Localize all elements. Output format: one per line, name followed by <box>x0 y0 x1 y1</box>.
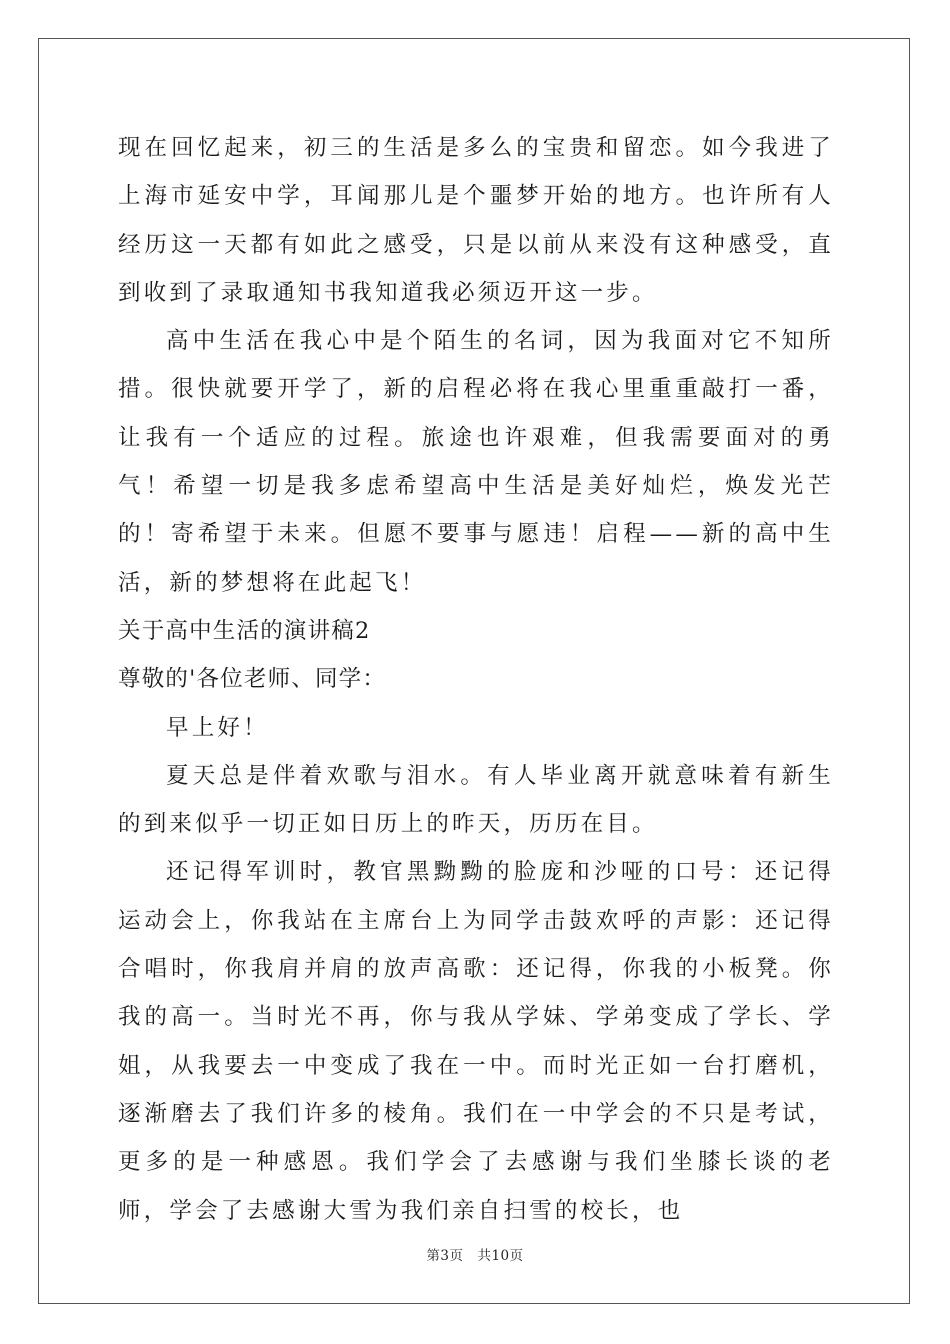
page-number: 第3页 <box>426 1248 464 1264</box>
paragraph-2: 高中生活在我心中是个陌生的名词，因为我面对它不知所措。很快就要开学了，新的启程必将在我心里重重敲打一番，让我有一个适应的过程。旅途也许艰难，但我需要面对的勇气！希望一切是我多虑希望高中生活是美好灿烂，焕发光芒的！寄希望于未来。但愿不要事与愿违！启程——新的高中生活，新的梦想将在此起飞！ <box>118 328 834 596</box>
speech-title: 关于高中生活的演讲稿2 <box>118 617 371 644</box>
page-footer <box>0 1244 950 1264</box>
paragraph-memories: 还记得军训时，教官黑黝黝的脸庞和沙哑的口号：还记得运动会上，你我站在主席台上为同学击鼓欢呼的声影：还记得合唱时，你我肩并肩的放声高歌：还记得，你我的小板凳。你我的高一。当时光不再，你与我从学妹、学弟变成了学长、学姐，从我要去一中变成了我在一中。而时光正如一台打磨机，逐渐磨去了我们许多的棱角。我们在一中学会的不只是考试，更多的是一种感恩。我们学会了去感谢与我们坐膝长谈的老师，学会了去感谢大雪为我们亲自扫雪的校长，也 <box>118 859 834 1224</box>
paragraph-summer: 夏天总是伴着欢歌与泪水。有人毕业离开就意味着有新生的到来似乎一切正如日历上的昨天，历历在目。 <box>118 762 834 838</box>
document-body <box>118 124 834 1235</box>
greeting-line: 尊敬的'各位老师、同学： <box>118 666 387 693</box>
page-total: 共10页 <box>477 1248 524 1264</box>
paragraph-good-morning: 早上好！ <box>166 714 269 741</box>
paragraph-1: 现在回忆起来，初三的生活是多么的宝贵和留恋。如今我进了上海市延安中学，耳闻那儿是个噩梦开始的地方。也许所有人经历这一天都有如此之感受，只是以前从来没有这种感受，直到收到了录取通知书我知道我必须迈开这一步。 <box>118 135 834 306</box>
